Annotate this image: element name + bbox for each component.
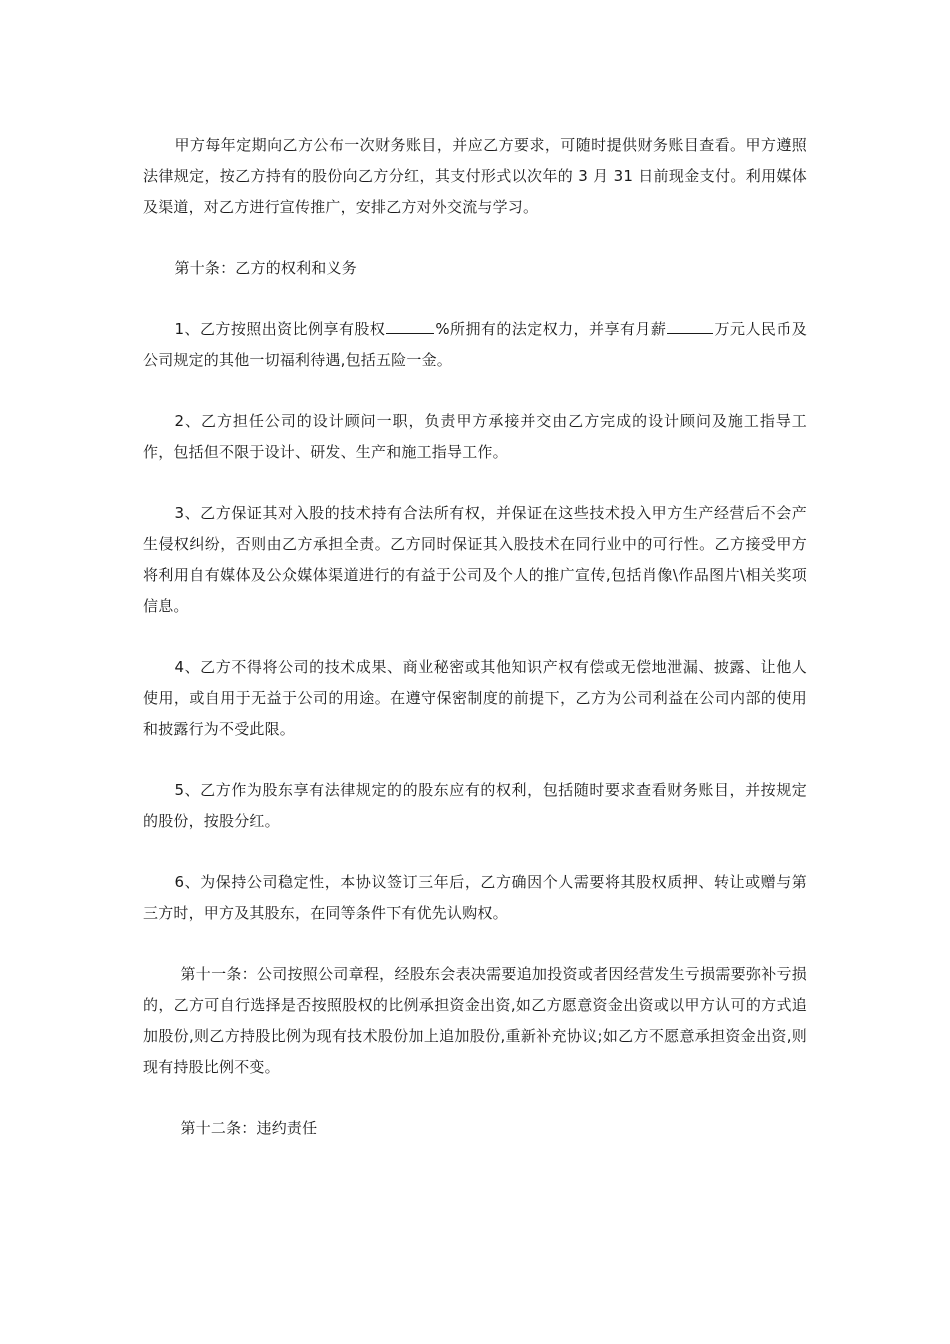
document-body — [143, 130, 807, 1174]
article-10-item-3: 3、乙方保证其对入股的技术持有合法所有权，并保证在这些技术投入甲方生产经营后不会产生侵权纠纷，否则由乙方承担全责。乙方同时保证其入股技术在同行业中的可行性。乙方接受甲方将利用自有媒体及公众媒体渠道进行的有益于公司及个人的推广宣传,包括肖像\作品图片\相关奖项信息。 — [143, 504, 807, 615]
item-1-text-c: 万元人民币及公司规定的其他一切福利待遇,包括五险一金。 — [143, 320, 808, 369]
intro-paragraph: 甲方每年定期向乙方公布一次财务账目，并应乙方要求，可随时提供财务账目查看。甲方遵照法律规定，按乙方持有的股份向乙方分红，其支付形式以次年的 3 月 31 日前现金支付。利用媒体及渠道，对乙方进行宣传推广，安排乙方对外交流与学习。 — [143, 136, 807, 216]
article-12-heading: 第十二条：违约责任 — [180, 1119, 318, 1137]
article-10-item-2: 2、乙方担任公司的设计顾问一职，负责甲方承接并交由乙方完成的设计顾问及施工指导工作，包括但不限于设计、研发、生产和施工指导工作。 — [143, 412, 807, 461]
salary-blank — [667, 315, 713, 334]
article-10-item-6: 6、为保持公司稳定性，本协议签订三年后，乙方确因个人需要将其股权质押、转让或赠与第三方时，甲方及其股东，在同等条件下有优先认购权。 — [143, 873, 807, 922]
item-1-text-b: %所拥有的法定权力，并享有月薪 — [435, 320, 667, 338]
equity-percent-blank — [386, 315, 434, 334]
article-10-item-1 — [143, 314, 807, 376]
article-10-heading: 第十条：乙方的权利和义务 — [174, 259, 357, 277]
article-10-item-5: 5、乙方作为股东享有法律规定的的股东应有的权利，包括随时要求查看财务账目，并按规定的股份，按股分红。 — [143, 781, 807, 830]
article-10-item-4: 4、乙方不得将公司的技术成果、商业秘密或其他知识产权有偿或无偿地泄漏、披露、让他人使用，或自用于无益于公司的用途。在遵守保密制度的前提下，乙方为公司利益在公司内部的使用和披露行为不受此限。 — [143, 658, 807, 738]
article-11-paragraph: 第十一条：公司按照公司章程，经股东会表决需要追加投资或者因经营发生亏损需要弥补亏损的，乙方可自行选择是否按照股权的比例承担资金出资,如乙方愿意资金出资或以甲方认可的方式追加股份,则乙方持股比例为现有技术股份加上追加股份,重新补充协议;如乙方不愿意承担资金出资,则现有持股比例不变。 — [143, 965, 807, 1076]
item-1-text-a: 1、乙方按照出资比例享有股权 — [174, 320, 386, 338]
